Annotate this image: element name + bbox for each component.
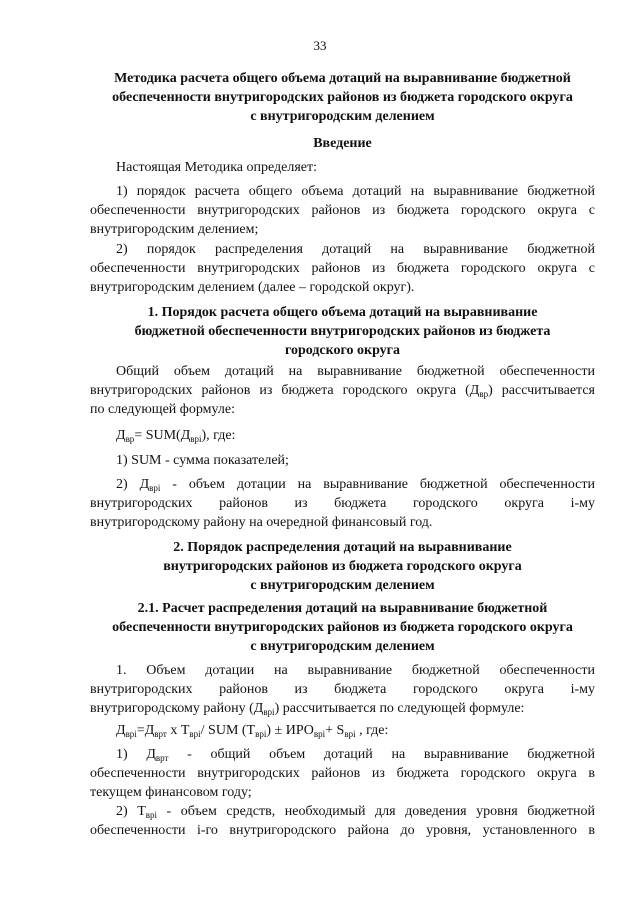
title-line: обеспеченности внутригородских районов из бюджета городского округа [112,90,573,105]
intro-item-2 [90,240,595,297]
paragraph-line: Общий объем дотаций на выравнивание бюджетной обеспеченности [116,364,595,379]
text-run: 2) Д [116,477,150,492]
paragraph-line: внутригородскому району на очередной финансовый год. [90,515,433,530]
subscript: врi [313,729,326,739]
paragraph-line: обеспеченности внутригородских районов из бюджета городского округа в [90,766,595,781]
paragraph-line: внутригородских районов из бюджета городского округа i-му [90,496,595,511]
section-1-item-2 [90,475,595,532]
subscript: вр [125,434,135,444]
document-title [90,69,595,126]
title-line: обеспеченности внутригородских районов из бюджета городского округа [112,620,573,635]
formula-symbol: Д [116,428,126,443]
text-run: ) рассчитывается [488,383,595,398]
title-line: с внутригородским делением [250,109,435,124]
intro-item-1 [90,182,595,239]
paragraph-line [90,802,595,821]
paragraph-line: по следующей формуле: [90,402,235,417]
text-run: 1) Д [116,747,156,762]
subscript: врт [154,729,167,739]
formula-text: + S [325,723,345,738]
section-2-1-title [90,599,595,656]
paragraph-line [90,699,595,718]
title-line: 2. Порядок распределения дотаций на выравнивание [173,540,512,555]
section-2-title [90,538,595,595]
title-line: с внутригородским делением [250,578,435,593]
paragraph-line: обеспеченности внутригородских районов из бюджета городского округа с [90,261,595,276]
formula-2 [90,721,595,740]
section-1-item-1 [90,451,595,470]
section-2-1-paragraph [90,661,595,718]
paragraph-line: 1. Объем дотации на выравнивание бюджетной обеспеченности [116,663,595,678]
section-2-1-item-1 [90,745,595,802]
subscript: врi [189,729,201,739]
formula-line [90,721,595,740]
section-1-title [90,303,595,360]
intro-lead [90,158,595,177]
paragraph-line: 2) порядок распределения дотаций на выравнивание бюджетной [116,242,595,257]
subscript: врi [344,729,356,739]
text-run: - объем средств, необходимый для доведения уровня бюджетной [157,804,595,819]
formula-text: х Т [166,723,190,738]
subscript: врi [190,434,202,444]
intro-heading: Введение [313,136,372,151]
title-line: внутригородских районов из бюджета городского округа [163,559,522,574]
subscript: вр [479,389,489,399]
formula-1 [90,426,595,445]
text-run: ) рассчитывается по следующей формуле: [274,701,525,716]
formula-text: = SUM(Д [134,428,191,443]
intro-lead-text: Настоящая Методика определяет: [116,160,318,175]
text-run: - общий объем дотаций на выравнивание бюджетной [168,747,595,762]
section-1-paragraph [90,362,595,419]
subscript: врi [255,729,267,739]
title-line: городского округа [284,343,401,358]
title-line: бюджетной обеспеченности внутригородских районов из бюджета [134,324,551,339]
paragraph-line: 1) порядок расчета общего объема дотаций на выравнивание бюджетной [116,184,595,199]
formula-text: =Д [136,723,155,738]
paragraph-line: текущем финансовом году; [90,785,252,800]
formula-text: , где: [355,723,389,738]
formula-symbol: Д [116,723,126,738]
paragraph-line: внутригородским делением (далее – городской округ). [90,280,415,295]
formula-text: ), где: [201,428,236,443]
subscript: врт [155,753,169,763]
title-line: 2.1. Расчет распределения дотаций на выравнивание бюджетной [137,601,548,616]
subscript: врi [145,810,158,820]
paragraph-line: обеспеченности внутригородских районов из бюджета городского округа с [90,203,595,218]
subscript: врi [149,483,161,493]
paragraph-line: внутригородским делением; [90,222,259,237]
text-run: 2) Т [116,804,146,819]
section-2-1-item-2 [90,802,595,840]
paragraph-line: внутригородских районов из бюджета городского округа i-му [90,682,595,697]
paragraph-line: обеспеченности i-го внутригородского района до уровня, установленного в [90,823,595,838]
page-number: 33 [313,38,327,53]
text-run: - объем дотации на выравнивание бюджетной обеспеченности [160,477,595,492]
title-line: с внутригородским делением [250,639,435,654]
text-run: внутригородскому району (Д [90,701,264,716]
subscript: врi [263,707,275,717]
paragraph-line [90,475,595,494]
formula-text: / SUM (Т [200,723,256,738]
subscript: врi [125,729,137,739]
text-run: внутригородских районов из бюджета городского округа (Д [90,383,480,398]
paragraph-line: 1) SUM - сумма показателей; [116,453,289,468]
formula-line [90,426,595,445]
formula-text: ) ± ИРО [266,723,314,738]
paragraph-line [90,745,595,764]
title-line: 1. Порядок расчета общего объема дотаций на выравнивание [147,305,538,320]
paragraph-line [90,381,595,400]
title-line: Методика расчета общего объема дотаций на выравнивание бюджетной [114,71,571,86]
